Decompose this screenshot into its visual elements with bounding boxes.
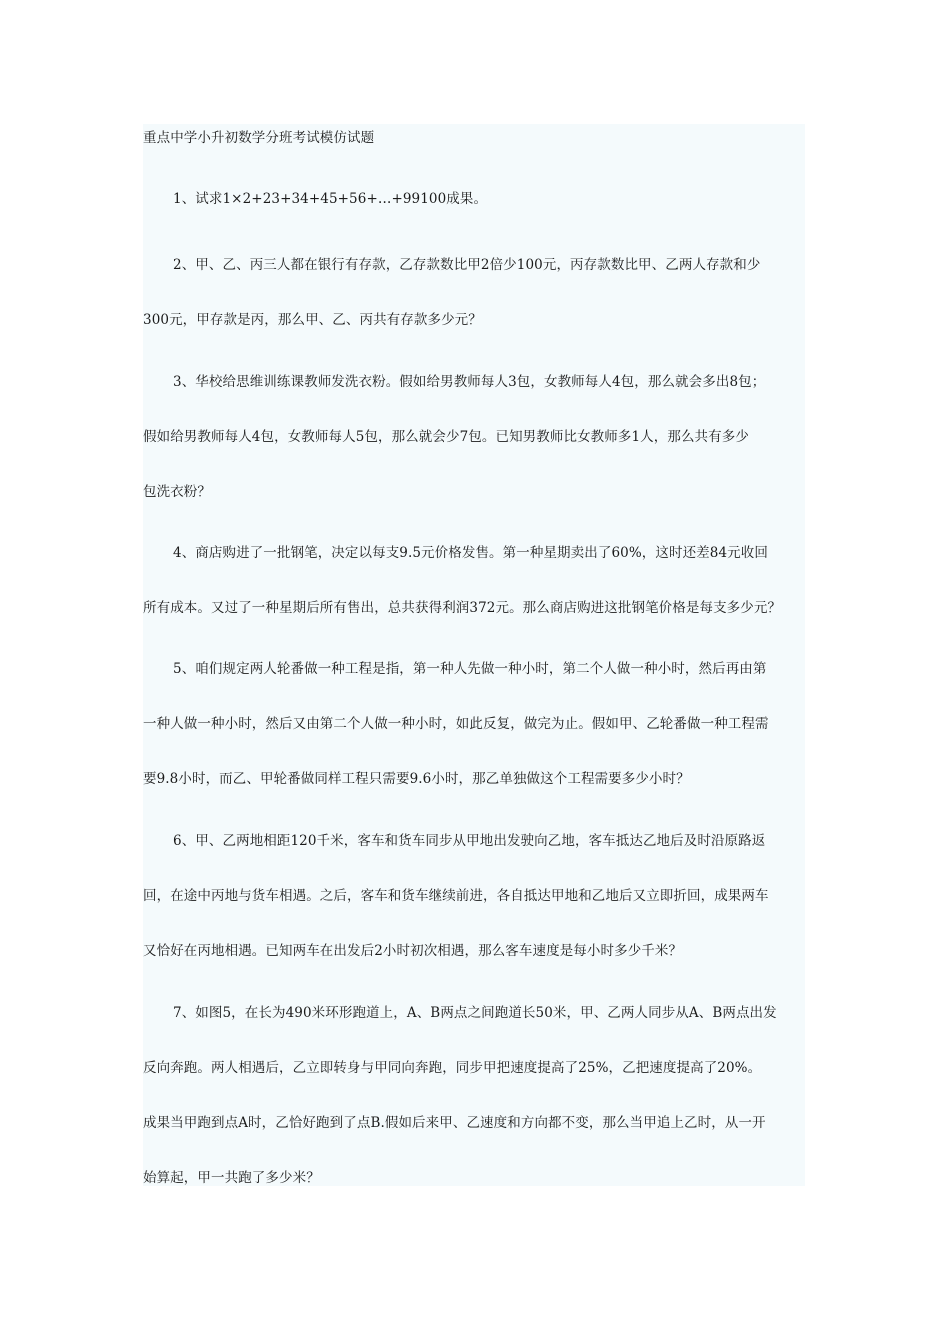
problem-2-line-1: 2、甲、乙、丙三人都在银行有存款，乙存款数比甲2倍少100元，丙存款数比甲、乙两人存款和少 — [173, 257, 761, 273]
document-title: 重点中学小升初数学分班考试模仿试题 — [143, 130, 375, 146]
problem-5-line-1: 5、咱们规定两人轮番做一种工程是指，第一种人先做一种小时，第二个人做一种小时，然后再由第 — [173, 661, 767, 677]
problem-7-line-2: 反向奔跑。两人相遇后，乙立即转身与甲同向奔跑，同步甲把速度提高了25%，乙把速度提高了20%。 — [143, 1060, 762, 1076]
problem-4-line-2: 所有成本。又过了一种星期后所有售出，总共获得利润372元。那么商店购进这批钢笔价格是每支多少元？ — [143, 600, 782, 616]
document-body — [143, 124, 805, 1186]
problem-5-line-3: 要9.8小时，而乙、甲轮番做同样工程只需要9.6小时，那乙单独做这个工程需要多少小时？ — [143, 771, 690, 787]
problem-3-line-2: 假如给男教师每人4包，女教师每人5包，那么就会少7包。已知男教师比女教师多1人，那么共有多少 — [143, 429, 749, 445]
problem-3-line-1: 3、华校给思维训练课教师发洗衣粉。假如给男教师每人3包，女教师每人4包，那么就会多出8包； — [173, 374, 766, 390]
problem-5-line-2: 一种人做一种小时，然后又由第二个人做一种小时，如此反复，做完为止。假如甲、乙轮番做一种工程需 — [143, 716, 769, 732]
problem-3-line-3: 包洗衣粉？ — [143, 484, 211, 500]
problem-6-line-1: 6、甲、乙两地相距120千米，客车和货车同步从甲地出发驶向乙地，客车抵达乙地后及时沿原路返 — [173, 833, 766, 849]
problem-7-line-1: 7、如图5，在长为490米环形跑道上，A、B两点之间跑道长50米，甲、乙两人同步从A、B两点出发 — [173, 1005, 777, 1021]
problem-4-line-1: 4、商店购进了一批钢笔，决定以每支9.5元价格发售。第一种星期卖出了60%，这时还差84元收回 — [173, 545, 768, 561]
problem-7-line-4: 始算起，甲一共跑了多少米？ — [143, 1170, 320, 1186]
problem-6-line-3: 又恰好在丙地相遇。已知两车在出发后2小时初次相遇，那么客车速度是每小时多少千米？ — [143, 943, 683, 959]
problem-2-line-2: 300元，甲存款是丙，那么甲、乙、丙共有存款多少元？ — [143, 312, 482, 328]
problem-6-line-2: 回，在途中丙地与货车相遇。之后，客车和货车继续前进，各自抵达甲地和乙地后又立即折回，成果两车 — [143, 888, 769, 904]
problem-7-line-3: 成果当甲跑到点A时，乙恰好跑到了点B.假如后来甲、乙速度和方向都不变，那么当甲追上乙时，从一开 — [143, 1115, 766, 1131]
problem-1-line-1: 1、试求1×2+23+34+45+56+…+99100成果。 — [173, 191, 488, 207]
